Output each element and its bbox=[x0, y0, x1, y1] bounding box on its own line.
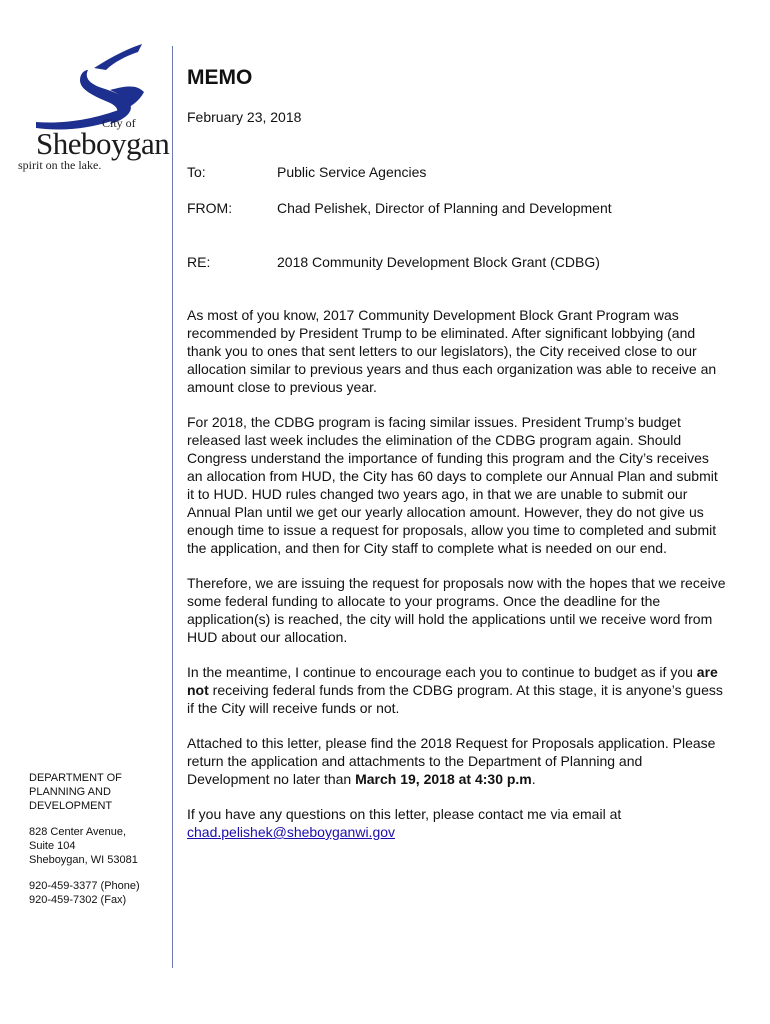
phone-number: 920-459-3377 (Phone) bbox=[29, 880, 140, 892]
address-line-2: Suite 104 bbox=[29, 840, 76, 852]
dept-line-1: DEPARTMENT OF bbox=[29, 772, 122, 784]
department-name bbox=[29, 771, 169, 813]
paragraph-5 bbox=[187, 734, 727, 788]
memo-title: MEMO bbox=[187, 66, 253, 89]
memo-re-label: RE: bbox=[187, 254, 211, 270]
logo-wordmark: Sheboygan bbox=[36, 126, 170, 161]
memo-body bbox=[187, 306, 727, 858]
fax-number: 920-459-7302 (Fax) bbox=[29, 894, 127, 906]
deadline-text: March 19, 2018 at 4:30 p.m bbox=[355, 771, 532, 787]
paragraph-5-text-b: . bbox=[531, 771, 536, 787]
memo-date: February 23, 2018 bbox=[187, 109, 302, 125]
memo-heading bbox=[187, 64, 747, 126]
logo-tagline: spirit on the lake. bbox=[18, 158, 102, 172]
memo-re-value: 2018 Community Development Block Grant (CDBG) bbox=[277, 254, 600, 270]
city-logo bbox=[14, 40, 174, 180]
memo-from-value: Chad Pelishek, Director of Planning and Development bbox=[277, 200, 612, 216]
paragraph-4 bbox=[187, 663, 727, 717]
department-address bbox=[29, 825, 169, 867]
dept-line-3: DEVELOPMENT bbox=[29, 800, 113, 812]
paragraph-5-text-a: Attached to this letter, please find the 2018 Request for Proposals application. Please return the application and attachments to the Department of Planning and Development no later than bbox=[187, 735, 716, 787]
paragraph-4-emphasis: are not bbox=[187, 664, 718, 698]
memo-from-label: FROM: bbox=[187, 200, 233, 216]
paragraph-6 bbox=[187, 805, 727, 841]
brush-s-icon bbox=[14, 40, 174, 140]
paragraph-6-text-a: If you have any questions on this letter, please contact me via email at bbox=[187, 806, 622, 822]
address-line-1: 828 Center Avenue, bbox=[29, 826, 127, 838]
logo-city-of: City of bbox=[102, 116, 136, 130]
department-phones bbox=[29, 879, 169, 907]
paragraph-1: As most of you know, 2017 Community Development Block Grant Program was recommended by President Trump to be eliminated. After significant lobbying (and thank you to ones that sent letters to our legislators), the City received close to our allocation similar to previous years and thus each organization was able to receive an amount close to previous year. bbox=[187, 307, 717, 395]
paragraph-4-text-b: receiving federal funds from the CDBG program. At this stage, it is anyone’s guess if the City will receive funds or not. bbox=[187, 682, 723, 716]
memo-to-value: Public Service Agencies bbox=[277, 164, 427, 180]
department-contact bbox=[29, 771, 169, 919]
email-link[interactable]: chad.pelishek@sheboyganwi.gov bbox=[187, 824, 396, 840]
paragraph-2: For 2018, the CDBG program is facing similar issues. President Trump’s budget released last week includes the elimination of the CDBG program again. Should Congress understand the importance of funding this program and the City’s receives an allocation from HUD, the City has 60 days to complete our Annual Plan and submit it to HUD. HUD rules changed two years ago, in that we are unable to submit our Annual Plan until we get our yearly allocation amount. However, they do not give us enough time to issue a request for proposals, allow you time to completed and submit the application, and then for City staff to complete what is needed on our end. bbox=[187, 414, 718, 556]
paragraph-3: Therefore, we are issuing the request for proposals now with the hopes that we receive some federal funding to allocate to your programs. Once the deadline for the application(s) is reached, the city will hold the applications until we receive word from HUD about our allocation. bbox=[187, 575, 726, 645]
paragraph-4-text-a: In the meantime, I continue to encourage each you to continue to budget as if you bbox=[187, 664, 697, 680]
vertical-divider bbox=[172, 46, 173, 968]
dept-line-2: PLANNING AND bbox=[29, 786, 111, 798]
address-line-3: Sheboygan, WI 53081 bbox=[29, 854, 138, 866]
memo-to-label: To: bbox=[187, 164, 206, 180]
